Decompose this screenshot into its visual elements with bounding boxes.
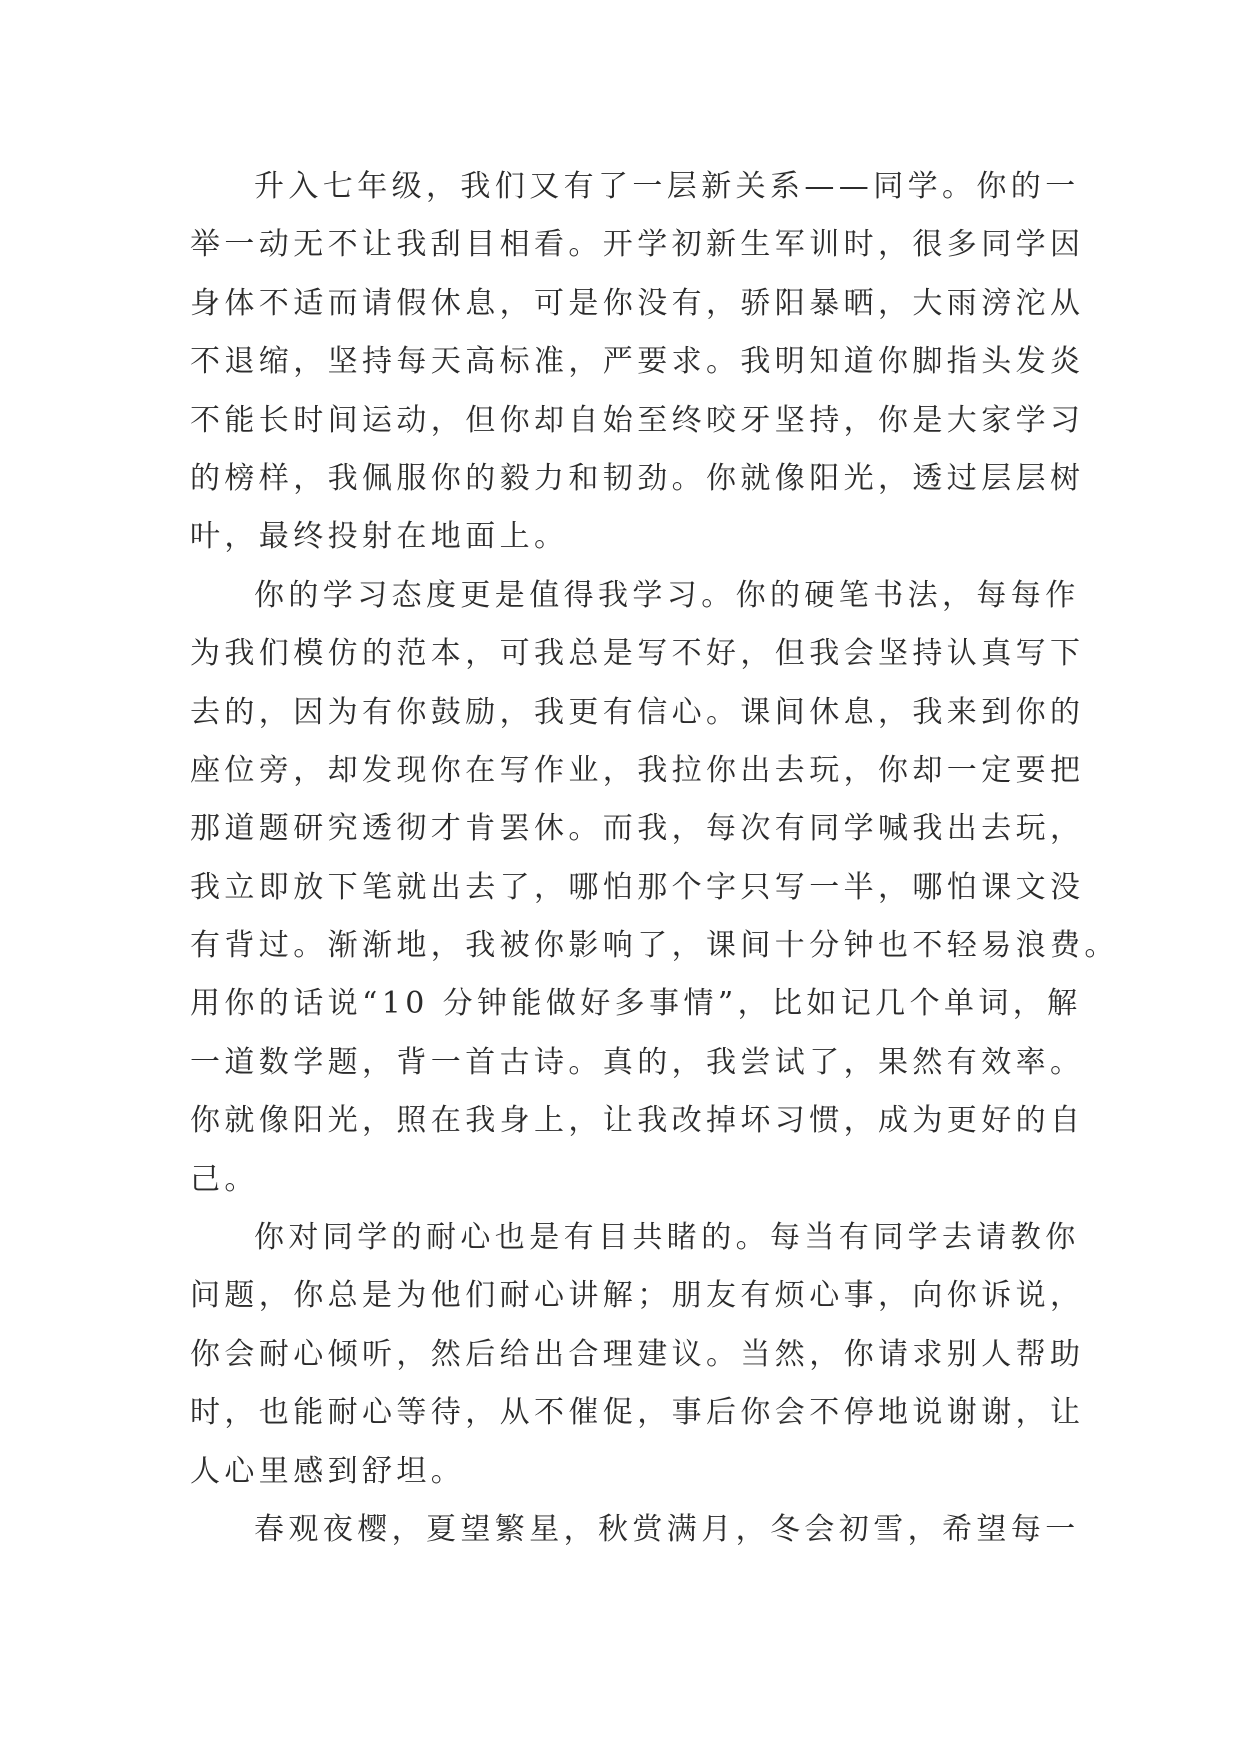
- paragraph-3-line-3: 你会耐心倾听，然后给出合理建议。当然，你请求别人帮助: [190, 1336, 1085, 1372]
- paragraph-1-line-2: 举一动无不让我刮目相看。开学初新生军训时，很多同学因: [190, 227, 1085, 263]
- paragraph-4-line-1: 春观夜樱，夏望繁星，秋赏满月，冬会初雪，希望每一: [254, 1511, 1080, 1547]
- paragraph-2-line-8: 用你的话说“10 分钟能做好多事情”，比如记几个单词，解: [190, 986, 1082, 1022]
- paragraph-2-line-5: 那道题研究透彻才肯罢休。而我，每次有同学喊我出去玩，: [190, 811, 1085, 847]
- paragraph-2-line-11: 己。: [190, 1161, 259, 1197]
- paragraph-1-line-5: 不能长时间运动，但你却自始至终咬牙坚持，你是大家学习: [190, 402, 1085, 438]
- paragraph-1-line-1: 升入七年级，我们又有了一层新关系——同学。你的一: [254, 169, 1080, 204]
- paragraph-3-line-5: 人心里感到舒坦。: [190, 1453, 466, 1489]
- paragraph-2-line-10: 你就像阳光，照在我身上，让我改掉坏习惯，成为更好的自: [190, 1103, 1085, 1139]
- essay-body: [190, 158, 1119, 1559]
- paragraph-2-line-2: 为我们模仿的范本，可我总是写不好，但我会坚持认真写下: [190, 636, 1085, 672]
- paragraph-3-line-1: 你对同学的耐心也是有目共睹的。每当有同学去请教你: [254, 1220, 1080, 1256]
- paragraph-2-line-7: 有背过。渐渐地，我被你影响了，课间十分钟也不轻易浪费。: [190, 928, 1119, 964]
- paragraph-1-line-4: 不退缩，坚持每天高标准，严要求。我明知道你脚指头发炎: [190, 344, 1085, 380]
- paragraph-2-line-9: 一道数学题，背一首古诗。真的，我尝试了，果然有效率。: [190, 1044, 1085, 1080]
- paragraph-2-line-1: 你的学习态度更是值得我学习。你的硬笔书法，每每作: [254, 577, 1080, 613]
- paragraph-3-line-2: 问题，你总是为他们耐心讲解；朋友有烦心事，向你诉说，: [190, 1278, 1085, 1314]
- paragraph-1-line-3: 身体不适而请假休息，可是你没有，骄阳暴晒，大雨滂沱从: [190, 285, 1085, 321]
- paragraph-2-line-4: 座位旁，却发现你在写作业，我拉你出去玩，你却一定要把: [190, 752, 1085, 788]
- paragraph-2-line-3: 去的，因为有你鼓励，我更有信心。课间休息，我来到你的: [190, 694, 1085, 730]
- paragraph-1-line-6: 的榜样，我佩服你的毅力和韧劲。你就像阳光，透过层层树: [190, 460, 1085, 496]
- paragraph-2-line-6: 我立即放下笔就出去了，哪怕那个字只写一半，哪怕课文没: [190, 869, 1085, 905]
- paragraph-1-line-7: 叶，最终投射在地面上。: [190, 519, 569, 555]
- paragraph-3-line-4: 时，也能耐心等待，从不催促，事后你会不停地说谢谢，让: [190, 1395, 1085, 1431]
